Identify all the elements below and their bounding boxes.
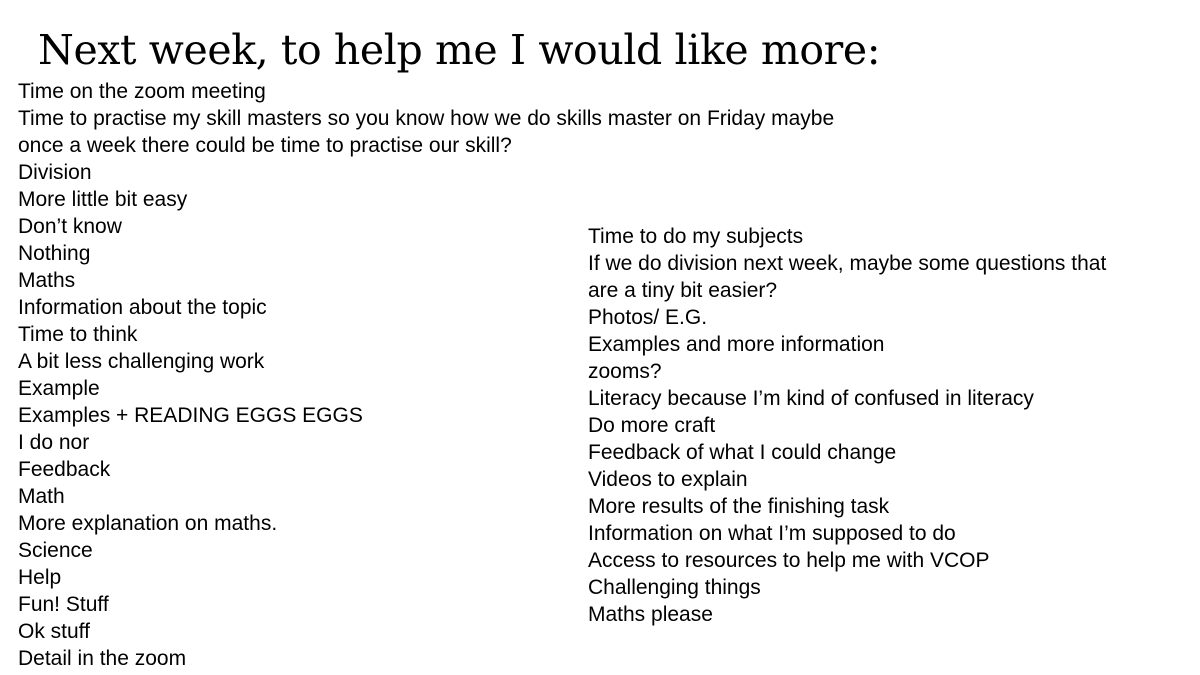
left-response-item: Division (18, 161, 92, 184)
right-response-item: Time to do my subjects (588, 225, 804, 248)
left-response-item: Feedback (18, 458, 111, 481)
right-response-item: Information on what I’m supposed to do (588, 522, 956, 545)
right-response-item: Challenging things (588, 576, 761, 599)
left-response-item: Math (18, 485, 65, 508)
left-response-item: More little bit easy (18, 188, 188, 211)
right-response-item: Examples and more information (588, 333, 885, 356)
right-response-item: zooms? (588, 360, 662, 383)
right-response-list (588, 223, 1106, 628)
left-response-item: Ok stuff (18, 620, 90, 643)
left-response-item: Examples + READING EGGS EGGS (18, 404, 363, 427)
right-response-item: Feedback of what I could change (588, 441, 897, 464)
right-response-item: If we do division next week, maybe some questions that (588, 252, 1107, 275)
left-response-item: Science (18, 539, 93, 562)
right-response-item: Maths please (588, 603, 713, 626)
right-response-item: Literacy because I’m kind of confused in literacy (588, 387, 1034, 410)
left-response-item: Information about the topic (18, 296, 267, 319)
left-response-item: Help (18, 566, 62, 589)
left-response-item: Time to practise my skill masters so you know how we do skills master on Friday maybe (18, 107, 835, 130)
left-response-item: Fun! Stuff (18, 593, 109, 616)
right-response-item: More results of the finishing task (588, 495, 890, 518)
left-response-item: Detail in the zoom (18, 647, 187, 670)
left-response-item: once a week there could be time to practise our skill? (18, 134, 512, 157)
right-response-item: Photos/ E.G. (588, 306, 708, 329)
left-response-item: Time to think (18, 323, 138, 346)
left-response-item: Nothing (18, 242, 91, 265)
left-response-item: Time on the zoom meeting (18, 80, 266, 103)
right-response-item: are a tiny bit easier? (588, 279, 778, 302)
left-response-item: A bit less challenging work (18, 350, 265, 373)
right-response-item: Videos to explain (588, 468, 748, 491)
left-response-item: I do nor (18, 431, 90, 454)
left-response-item: Example (18, 377, 100, 400)
right-response-item: Do more craft (588, 414, 716, 437)
right-response-item: Access to resources to help me with VCOP (588, 549, 990, 572)
left-response-item: Maths (18, 269, 76, 292)
slide-title: Next week, to help me I would like more: (38, 26, 881, 74)
left-response-item: Don’t know (18, 215, 122, 238)
left-response-item: More explanation on maths. (18, 512, 278, 535)
